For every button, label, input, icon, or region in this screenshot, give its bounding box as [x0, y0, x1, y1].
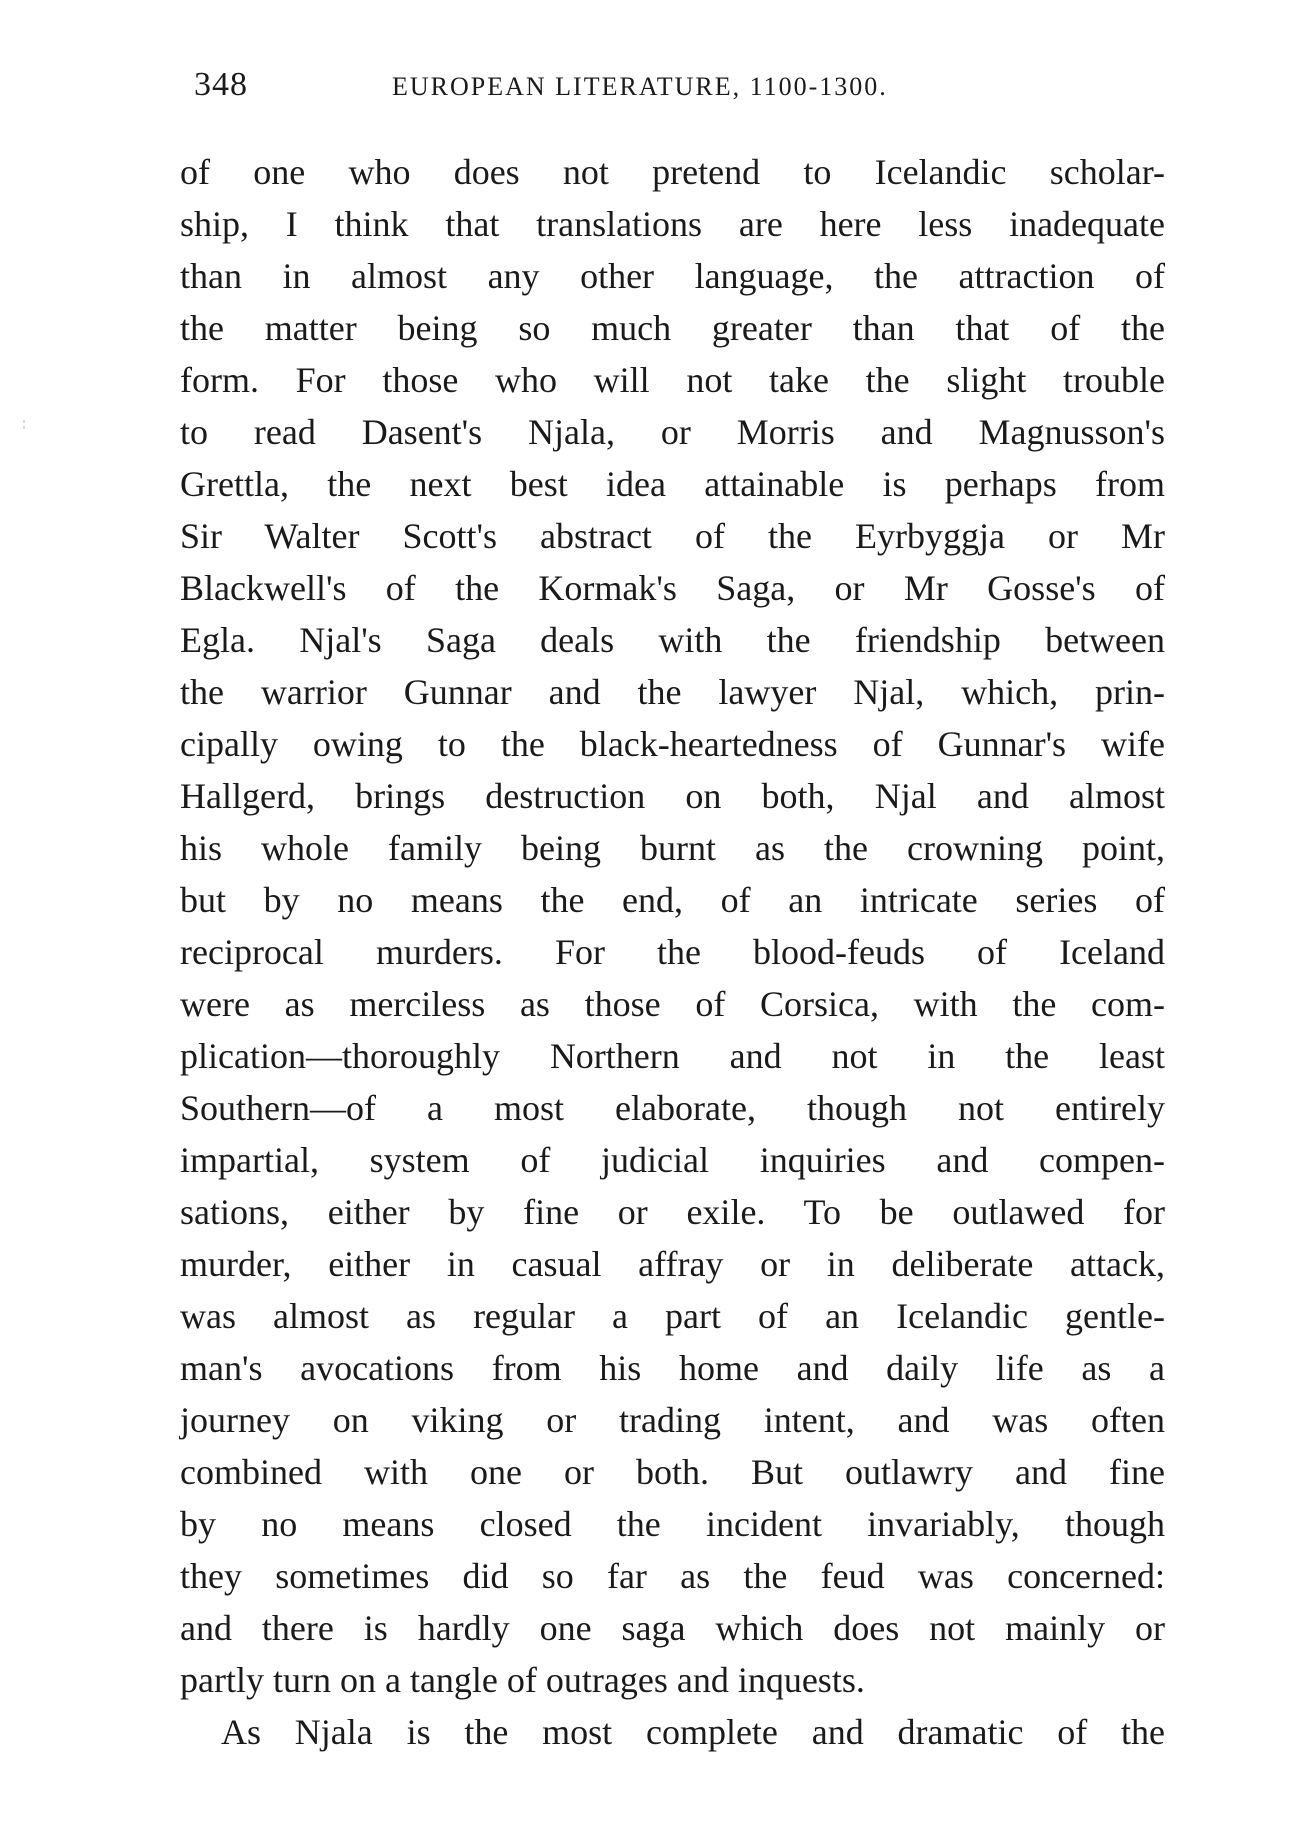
margin-speck-marks [10, 420, 30, 432]
text-line: Sir Walter Scott's abstract of the Eyrbyggja or Mr [180, 516, 1165, 556]
text-line: and there is hardly one saga which does not mainly or [180, 1608, 1165, 1648]
text-line: his whole family being burnt as the crowning point, [180, 828, 1165, 868]
text-line: were as merciless as those of Corsica, with the com- [180, 984, 1165, 1024]
text-line: man's avocations from his home and daily life as a [180, 1348, 1165, 1388]
text-line: Hallgerd, brings destruction on both, Njal and almost [180, 776, 1165, 816]
page-number: 348 [194, 66, 248, 103]
text-line: to read Dasent's Njala, or Morris and Magnusson's [180, 412, 1165, 452]
text-line: partly turn on a tangle of outrages and inquests. [180, 1660, 865, 1700]
text-line: the warrior Gunnar and the lawyer Njal, which, prin- [180, 672, 1165, 712]
text-line: plication—thoroughly Northern and not in the least [180, 1036, 1165, 1076]
text-line: Southern—of a most elaborate, though not entirely [180, 1088, 1165, 1128]
running-head [194, 66, 1174, 110]
text-line: Blackwell's of the Kormak's Saga, or Mr Gosse's of [180, 568, 1165, 608]
text-line: ship, I think that translations are here less inadequate [180, 204, 1165, 244]
text-line: but by no means the end, of an intricate series of [180, 880, 1165, 920]
text-line: As Njala is the most complete and dramatic of the [221, 1712, 1165, 1752]
text-line: by no means closed the incident invariably, though [180, 1504, 1165, 1544]
running-title: EUROPEAN LITERATURE, 1100-1300. [392, 72, 888, 101]
text-line: sations, either by fine or exile. To be outlawed for [180, 1192, 1165, 1232]
text-line: of one who does not pretend to Icelandic scholar- [180, 152, 1165, 192]
text-line: reciprocal murders. For the blood-feuds of Iceland [180, 932, 1165, 972]
text-line: Egla. Njal's Saga deals with the friendship between [180, 620, 1165, 660]
text-line: combined with one or both. But outlawry and fine [180, 1452, 1165, 1492]
text-line: was almost as regular a part of an Icelandic gentle- [180, 1296, 1165, 1336]
text-line: they sometimes did so far as the feud was concerned: [180, 1556, 1165, 1596]
text-line: than in almost any other language, the attraction of [180, 256, 1165, 296]
text-line: cipally owing to the black-heartedness of Gunnar's wife [180, 724, 1165, 764]
text-line: form. For those who will not take the slight trouble [180, 360, 1165, 400]
body-text [180, 146, 1165, 1758]
text-line: impartial, system of judicial inquiries and compen- [180, 1140, 1165, 1180]
text-line: journey on viking or trading intent, and was often [180, 1400, 1165, 1440]
text-line: Grettla, the next best idea attainable is perhaps from [180, 464, 1165, 504]
text-line: the matter being so much greater than that of the [180, 308, 1165, 348]
text-line: murder, either in casual affray or in deliberate attack, [180, 1244, 1165, 1284]
